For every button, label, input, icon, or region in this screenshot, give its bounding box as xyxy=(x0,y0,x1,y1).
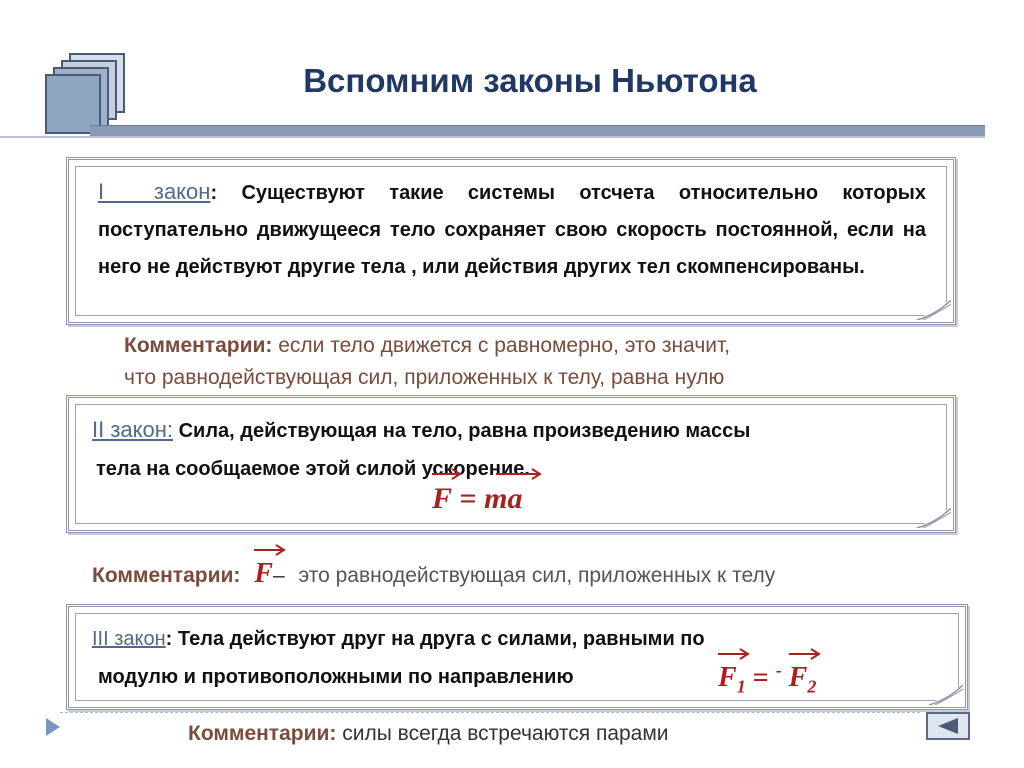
vector-arrow-icon xyxy=(430,467,464,481)
vector-arrow-icon xyxy=(252,543,288,557)
back-arrow-icon xyxy=(928,714,968,738)
comment1-label: Комментарии: xyxy=(124,334,273,357)
comment3 xyxy=(188,722,828,746)
title-divider-thin xyxy=(0,136,985,138)
vector-arrow-icon xyxy=(787,647,823,661)
law1-text xyxy=(98,173,926,286)
law3-body-line2: модулю и противоположными по направлению xyxy=(98,666,574,688)
law3-formula xyxy=(718,660,816,698)
play-arrow-icon[interactable] xyxy=(44,716,62,743)
vector-F: F xyxy=(432,482,452,516)
law2-formula xyxy=(432,482,522,516)
comment2 xyxy=(92,558,972,590)
vector-arrow-icon xyxy=(716,647,752,661)
law1-body: Существуют такие системы отсчета относительно которых поступательно движущееся тело сохраняет свою скорость постоянной, если на него не действуют другие тела , или действия других тел скомпенсированы. xyxy=(98,182,926,278)
law1-heading: I закон xyxy=(98,179,211,204)
comment3-text: силы всегда встречаются парами xyxy=(342,722,669,745)
law2-heading: II закон: xyxy=(92,417,174,442)
law3-colon: : xyxy=(165,628,173,650)
formula-equals: = xyxy=(752,662,769,694)
comment2-vector-F: F xyxy=(254,558,273,590)
page-curl-icon xyxy=(917,300,951,320)
law2-body-line2: тела на сообщаемое этой силой ускорение. xyxy=(96,458,530,480)
comment1-line1: если тело движется с равномерно, это значит, xyxy=(278,334,731,357)
comment2-label: Комментарии: xyxy=(92,564,241,587)
page-curl-icon xyxy=(917,508,951,528)
comment2-text: это равнодействующая сил, приложенных к телу xyxy=(298,564,776,587)
vector-ma: ma xyxy=(484,482,522,516)
footer-divider xyxy=(60,712,920,713)
page-title: Вспомним законы Ньютона xyxy=(303,62,757,99)
law2-body-line1: Сила, действующая на тело, равна произведению массы xyxy=(178,420,751,442)
vector-F2: $F_2$ xyxy=(789,662,817,698)
comment1 xyxy=(124,330,924,394)
vector-F1: $F_1$ xyxy=(718,662,746,698)
law3-body-line1: Тела действуют друг на друга с силами, равными по xyxy=(177,628,705,650)
formula-minus: - xyxy=(775,660,782,680)
law3-heading: III закон xyxy=(92,628,166,650)
comment2-dash: – xyxy=(272,564,285,587)
law1-colon: : xyxy=(210,182,218,204)
comment3-label: Комментарии: xyxy=(188,722,337,745)
law3-text xyxy=(92,620,952,696)
comment1-line2: что равнодействующая сил, приложенных к телу, равна нулю xyxy=(124,366,725,389)
vector-arrow-icon xyxy=(494,467,544,481)
back-button[interactable] xyxy=(926,712,970,740)
formula-equals: = xyxy=(459,482,477,515)
